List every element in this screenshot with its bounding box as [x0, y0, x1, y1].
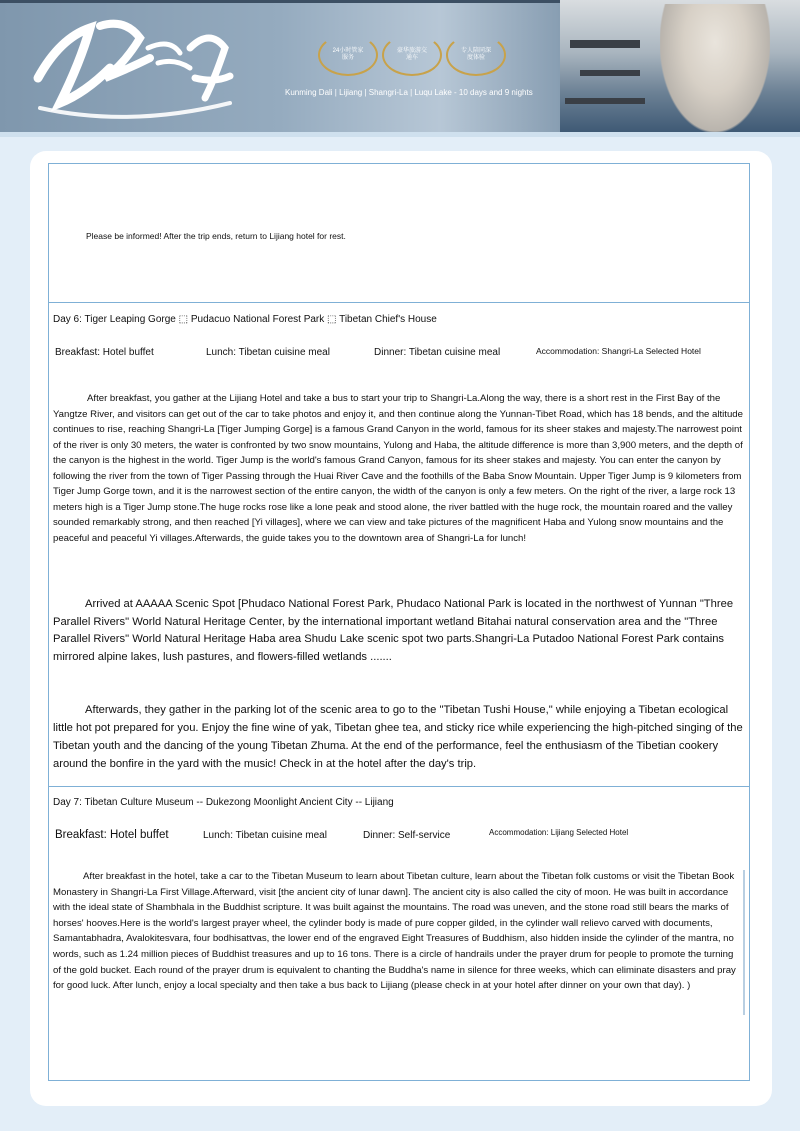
roof-shape: [580, 70, 640, 76]
day6-lunch: Lunch: Tibetan cuisine meal: [206, 347, 330, 358]
trip-end-notice: Please be informed! After the trip ends, return to Lijiang hotel for rest.: [86, 231, 346, 241]
text-scrollbar[interactable]: [743, 870, 745, 1015]
banner-bottom-border: [0, 132, 800, 137]
day7-lunch: Lunch: Tibetan cuisine meal: [203, 830, 327, 841]
section-divider: [48, 786, 750, 787]
day6-breakfast: Breakfast: Hotel buffet: [55, 347, 154, 358]
day6-paragraph-1: After breakfast, you gather at the Lijiang Hotel and take a bus to start your trip to Shangri-La.Along the way, there is a short rest in the First Bay of the Yangtze River, and visitors can get out of the car to take photos and enjoy it, and then continue along the Yunnan-Tibet Road, which has 18 bends, and the altitude continues to rise, reaching Shangri-La [Tiger Jumping Gorge] is a famous Grand Canyon in the world, famous for its sheer stakes and majesty.The narrowest point of the river is only 30 meters, the water is confronted by two snow mountains, Yulong and Haba, the altitude difference is more than 3,900 meters, and the depth of the canyon is the highest in the world. Tiger Jump is the world's famous Grand Canyon, famous for its sheer stakes and majesty. You can enter the canyon by following the river from the town of Tiger Passing through the Huai River Cave and the foothills of the Baba Snow Mountain. Upper Tiger Jump is 9 kilometers from Tiger Jump Gorge town, and it is the narrowest section of the entire canyon, the width of the canyon is only a few meters. On the right of the river, a large rock 13 meters high is a Tiger Jump stone.The huge rocks rose like a lone peak and stood alone, the river battled with the huge rock, the mountain roared and the valley sounded remarkably strong, and then reached [Yi villages], where we can view and take pictures of the magnificent Haba and Yulong snow mountains and the peaceful and peaceful Yi villages.Afterwards, the guide takes you to the downtown area of Shangri-La for lunch!: [53, 393, 743, 544]
laurel-badge: [318, 34, 378, 76]
roof-shape: [570, 40, 640, 48]
day7-accommodation: Accommodation: Lijiang Selected Hotel: [489, 828, 629, 837]
badge-label: 豪华旅游交通车: [396, 48, 427, 61]
route-subtitle: Kunming Dali | Lijiang | Shangri-La | Luqu Lake - 10 days and 9 nights: [285, 88, 533, 97]
roof-shape: [565, 98, 645, 104]
day7-breakfast: Breakfast: Hotel buffet: [55, 829, 169, 841]
calligraphy-logo: [30, 8, 240, 126]
day6-dinner: Dinner: Tibetan cuisine meal: [374, 347, 501, 358]
day6-accommodation: Accommodation: Shangri-La Selected Hotel: [536, 346, 701, 356]
day7-title: Day 7: Tibetan Culture Museum -- Dukezong Moonlight Ancient City -- Lijiang: [53, 797, 394, 808]
day7-dinner: Dinner: Self-service: [363, 830, 451, 841]
section-divider: [48, 302, 750, 303]
header-banner: [0, 0, 800, 137]
day6-paragraph-3: Afterwards, they gather in the parking lot of the scenic area to go to the "Tibetan Tushi House," while enjoying a Tibetan ecological little hot pot prepared for you. Enjoy the fine wine of yak, Tibetan ghee tea, and sticky rice while experiencing the high-pitched singing of the Tibetan youth and the dancing of the young Tibetan Zhuma. At the end of the performance, feel the enthusiasm of the Tibetian cookery around the bonfire in the yard with the music! Check in at the hotel after the day's trip.: [53, 704, 743, 770]
badge-label: 专人陪同深度体验: [460, 48, 491, 61]
badge-label: 24小时管家服务: [332, 48, 364, 61]
day7-paragraph-1: After breakfast in the hotel, take a car to the Tibetan Museum to learn about Tibetan culture, learn about the Tibetan folk customs or visit the Tibetan Book Monastery in Shangri-La First Village.Afterward, visit [the ancient city of lunar dawn]. The ancient city is also called the city of moon. He was built in accordance with the ideal state of Shambhala in the Buddhist scripture. It was built against the mountains. The road was uneven, and the stone road still bears the marks of horses' hooves.Here is the world's largest prayer wheel, the cylinder body is made of pure copper gilded, in the cylinder wall relievo carved with documents, Samantabhadra, Avalokitesvara, four bodhisattvas, the lower end of the engraved Eight Treasures of Buddhism, also hidden inside the cylinder of the mantra, no words, such as 1.24 million pieces of Buddhist treasures and up to 16 tons. There is a circle of handrails under the prayer drum for people to promote the turning of the gold bucket. Each round of the prayer drum is equivalent to chanting the Buddha's name in silence for three weeks, which can eliminate disasters and pray for good luck. After lunch, enjoy a local specialty and then take a bus back to Lijiang (please check in at your hotel after dinner on your own that day). ): [53, 871, 736, 992]
feature-badges: [318, 34, 508, 74]
laurel-badge: [446, 34, 506, 76]
laurel-badge: [382, 34, 442, 76]
day6-title: Day 6: Tiger Leaping Gorge ⬚ Pudacuo National Forest Park ⬚ Tibetan Chief's House: [53, 314, 437, 325]
banner-person-photo: [660, 4, 770, 132]
day6-paragraph-2: Arrived at AAAAA Scenic Spot [Phudaco National Forest Park, Phudaco National Park is located in the northwest of Yunnan "Three Parallel Rivers" World Natural Heritage Center, by the international important wetland Bitahai natural conservation area and the "Three Parallel Rivers" World Natural Heritage Haba area Shudu Lake scenic spot two parts.Shangri-La Putadoo National Forest Park contains mirrored alpine lakes, lush pastures, and flowers-filled wetlands .......: [53, 598, 734, 663]
